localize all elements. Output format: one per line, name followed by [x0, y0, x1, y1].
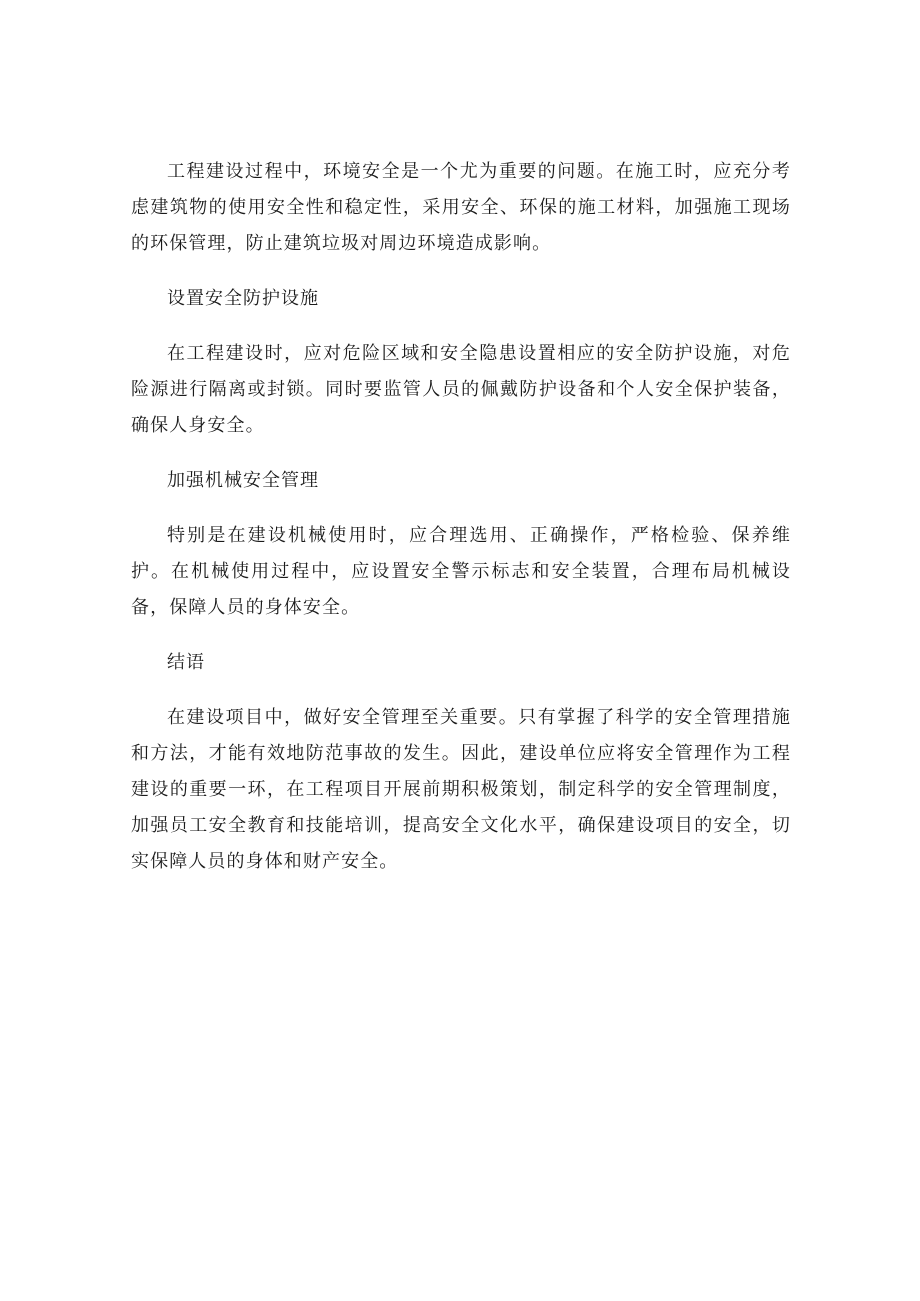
section-heading-machinery-safety: 加强机械安全管理: [167, 470, 319, 491]
paragraph-protection-facilities: 在工程建设时，应对危险区域和安全隐患设置相应的安全防护设施，对危险源进行隔离或封锁。同时要监管人员的佩戴防护设备和个人安全保护装备，确保人身安全。: [131, 343, 791, 436]
document-body: [131, 154, 791, 899]
paragraph-conclusion: 在建设项目中，做好安全管理至关重要。只有掌握了科学的安全管理措施和方法，才能有效地防范事故的发生。因此，建设单位应将安全管理作为工程建设的重要一环，在工程项目开展前期积极策划，制定科学的安全管理制度，加强员工安全教育和技能培训，提高安全文化水平，确保建设项目的安全，切实保障人员的身体和财产安全。: [131, 707, 791, 872]
paragraph-environment-safety: 工程建设过程中，环境安全是一个尤为重要的问题。在施工时，应充分考虑建筑物的使用安全性和稳定性，采用安全、环保的施工材料，加强施工现场的环保管理，防止建筑垃圾对周边环境造成影响。: [131, 161, 791, 254]
paragraph-machinery-safety: 特别是在建设机械使用时，应合理选用、正确操作，严格检验、保养维护。在机械使用过程中，应设置安全警示标志和安全装置，合理布局机械设备，保障人员的身体安全。: [131, 525, 791, 618]
section-heading-conclusion: 结语: [167, 652, 205, 673]
section-heading-protection-facilities: 设置安全防护设施: [167, 288, 319, 309]
